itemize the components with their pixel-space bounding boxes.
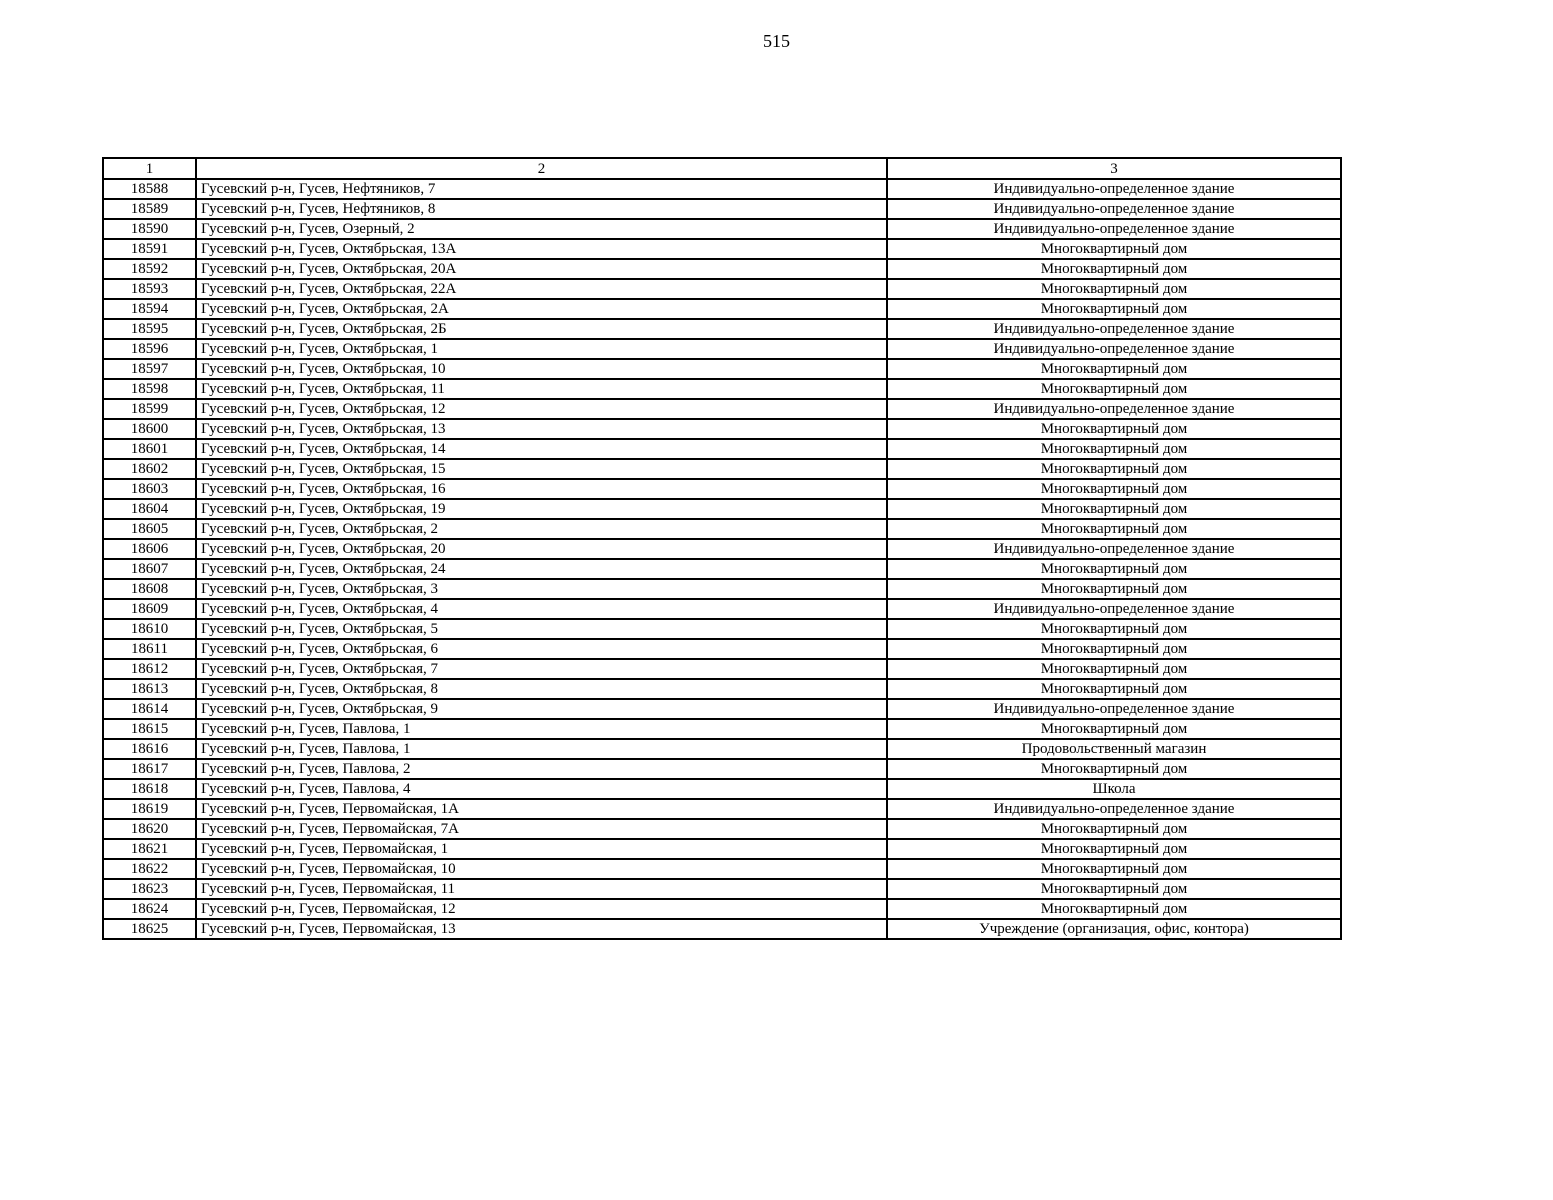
address-cell: Гусевский р-н, Гусев, Первомайская, 1А — [196, 799, 887, 819]
address-cell: Гусевский р-н, Гусев, Октябрьская, 19 — [196, 499, 887, 519]
building-type-cell: Многоквартирный дом — [887, 619, 1341, 639]
address-cell: Гусевский р-н, Гусев, Октябрьская, 2 — [196, 519, 887, 539]
column-header-1: 1 — [103, 158, 196, 179]
row-number-cell: 18589 — [103, 199, 196, 219]
building-type-cell: Многоквартирный дом — [887, 379, 1341, 399]
table-row — [103, 499, 1341, 519]
row-number-cell: 18611 — [103, 639, 196, 659]
table-row — [103, 919, 1341, 939]
address-cell: Гусевский р-н, Гусев, Октябрьская, 9 — [196, 699, 887, 719]
building-type-cell: Многоквартирный дом — [887, 499, 1341, 519]
table-row — [103, 699, 1341, 719]
table-row — [103, 739, 1341, 759]
table-row — [103, 779, 1341, 799]
row-number-cell: 18615 — [103, 719, 196, 739]
row-number-cell: 18601 — [103, 439, 196, 459]
row-number-cell: 18603 — [103, 479, 196, 499]
row-number-cell: 18619 — [103, 799, 196, 819]
table-row — [103, 539, 1341, 559]
building-type-cell: Индивидуально-определенное здание — [887, 199, 1341, 219]
building-type-cell: Многоквартирный дом — [887, 359, 1341, 379]
row-number-cell: 18599 — [103, 399, 196, 419]
address-cell: Гусевский р-н, Гусев, Павлова, 1 — [196, 719, 887, 739]
address-cell: Гусевский р-н, Гусев, Первомайская, 7А — [196, 819, 887, 839]
table-row — [103, 279, 1341, 299]
row-number-cell: 18594 — [103, 299, 196, 319]
address-cell: Гусевский р-н, Гусев, Октябрьская, 3 — [196, 579, 887, 599]
address-cell: Гусевский р-н, Гусев, Первомайская, 12 — [196, 899, 887, 919]
row-number-cell: 18597 — [103, 359, 196, 379]
row-number-cell: 18598 — [103, 379, 196, 399]
address-cell: Гусевский р-н, Гусев, Первомайская, 10 — [196, 859, 887, 879]
address-cell: Гусевский р-н, Гусев, Первомайская, 1 — [196, 839, 887, 859]
building-type-cell: Многоквартирный дом — [887, 879, 1341, 899]
building-type-cell: Индивидуально-определенное здание — [887, 179, 1341, 199]
building-type-cell: Многоквартирный дом — [887, 639, 1341, 659]
building-type-cell: Многоквартирный дом — [887, 899, 1341, 919]
table-row — [103, 679, 1341, 699]
table-row — [103, 359, 1341, 379]
building-type-cell: Многоквартирный дом — [887, 419, 1341, 439]
row-number-cell: 18614 — [103, 699, 196, 719]
row-number-cell: 18588 — [103, 179, 196, 199]
address-cell: Гусевский р-н, Гусев, Первомайская, 13 — [196, 919, 887, 939]
table-row — [103, 659, 1341, 679]
table-row — [103, 219, 1341, 239]
address-cell: Гусевский р-н, Гусев, Октябрьская, 2Б — [196, 319, 887, 339]
table-row — [103, 839, 1341, 859]
table-row — [103, 419, 1341, 439]
address-cell: Гусевский р-н, Гусев, Октябрьская, 24 — [196, 559, 887, 579]
building-type-cell: Многоквартирный дом — [887, 859, 1341, 879]
building-type-cell: Многоквартирный дом — [887, 819, 1341, 839]
row-number-cell: 18593 — [103, 279, 196, 299]
building-type-cell: Многоквартирный дом — [887, 839, 1341, 859]
address-cell: Гусевский р-н, Гусев, Октябрьская, 7 — [196, 659, 887, 679]
building-type-cell: Многоквартирный дом — [887, 299, 1341, 319]
address-cell: Гусевский р-н, Гусев, Октябрьская, 13А — [196, 239, 887, 259]
building-type-cell: Многоквартирный дом — [887, 579, 1341, 599]
building-type-cell: Многоквартирный дом — [887, 519, 1341, 539]
table-row — [103, 899, 1341, 919]
row-number-cell: 18605 — [103, 519, 196, 539]
row-number-cell: 18595 — [103, 319, 196, 339]
address-cell: Гусевский р-н, Гусев, Октябрьская, 12 — [196, 399, 887, 419]
row-number-cell: 18625 — [103, 919, 196, 939]
row-number-cell: 18622 — [103, 859, 196, 879]
address-cell: Гусевский р-н, Гусев, Октябрьская, 16 — [196, 479, 887, 499]
address-cell: Гусевский р-н, Гусев, Октябрьская, 4 — [196, 599, 887, 619]
building-type-cell: Продовольственный магазин — [887, 739, 1341, 759]
address-cell: Гусевский р-н, Гусев, Октябрьская, 20А — [196, 259, 887, 279]
building-type-cell: Индивидуально-определенное здание — [887, 339, 1341, 359]
building-type-cell: Многоквартирный дом — [887, 719, 1341, 739]
address-cell: Гусевский р-н, Гусев, Октябрьская, 1 — [196, 339, 887, 359]
table-body — [103, 179, 1341, 939]
building-type-cell: Индивидуально-определенное здание — [887, 319, 1341, 339]
address-cell: Гусевский р-н, Гусев, Озерный, 2 — [196, 219, 887, 239]
row-number-cell: 18610 — [103, 619, 196, 639]
table-row — [103, 879, 1341, 899]
row-number-cell: 18600 — [103, 419, 196, 439]
building-type-cell: Многоквартирный дом — [887, 459, 1341, 479]
table-row — [103, 259, 1341, 279]
row-number-cell: 18602 — [103, 459, 196, 479]
building-type-cell: Многоквартирный дом — [887, 559, 1341, 579]
building-type-cell: Многоквартирный дом — [887, 439, 1341, 459]
page-number: 515 — [763, 31, 790, 51]
table-row — [103, 579, 1341, 599]
table-row — [103, 519, 1341, 539]
building-type-cell: Индивидуально-определенное здание — [887, 799, 1341, 819]
address-cell: Гусевский р-н, Гусев, Павлова, 4 — [196, 779, 887, 799]
table-row — [103, 479, 1341, 499]
building-type-cell: Многоквартирный дом — [887, 679, 1341, 699]
table-row — [103, 339, 1341, 359]
address-cell: Гусевский р-н, Гусев, Октябрьская, 14 — [196, 439, 887, 459]
address-cell: Гусевский р-н, Гусев, Октябрьская, 10 — [196, 359, 887, 379]
table-row — [103, 799, 1341, 819]
row-number-cell: 18592 — [103, 259, 196, 279]
row-number-cell: 18606 — [103, 539, 196, 559]
table-row — [103, 199, 1341, 219]
building-type-cell: Многоквартирный дом — [887, 239, 1341, 259]
row-number-cell: 18607 — [103, 559, 196, 579]
table-row — [103, 599, 1341, 619]
table-row — [103, 439, 1341, 459]
row-number-cell: 18616 — [103, 739, 196, 759]
row-number-cell: 18624 — [103, 899, 196, 919]
address-cell: Гусевский р-н, Гусев, Павлова, 2 — [196, 759, 887, 779]
table-row — [103, 719, 1341, 739]
table-row — [103, 639, 1341, 659]
address-cell: Гусевский р-н, Гусев, Октябрьская, 20 — [196, 539, 887, 559]
address-cell: Гусевский р-н, Гусев, Первомайская, 11 — [196, 879, 887, 899]
table-row — [103, 179, 1341, 199]
building-type-cell: Индивидуально-определенное здание — [887, 599, 1341, 619]
row-number-cell: 18604 — [103, 499, 196, 519]
address-cell: Гусевский р-н, Гусев, Октябрьская, 13 — [196, 419, 887, 439]
address-cell: Гусевский р-н, Гусев, Нефтяников, 8 — [196, 199, 887, 219]
address-cell: Гусевский р-н, Гусев, Октябрьская, 2А — [196, 299, 887, 319]
address-cell: Гусевский р-н, Гусев, Октябрьская, 6 — [196, 639, 887, 659]
address-cell: Гусевский р-н, Гусев, Октябрьская, 15 — [196, 459, 887, 479]
building-type-cell: Многоквартирный дом — [887, 279, 1341, 299]
table-row — [103, 299, 1341, 319]
building-type-cell: Индивидуально-определенное здание — [887, 699, 1341, 719]
row-number-cell: 18618 — [103, 779, 196, 799]
table-row — [103, 319, 1341, 339]
row-number-cell: 18612 — [103, 659, 196, 679]
address-cell: Гусевский р-н, Гусев, Октябрьская, 5 — [196, 619, 887, 639]
building-type-cell: Многоквартирный дом — [887, 259, 1341, 279]
column-header-2: 2 — [196, 158, 887, 179]
row-number-cell: 18596 — [103, 339, 196, 359]
table-row — [103, 819, 1341, 839]
row-number-cell: 18623 — [103, 879, 196, 899]
building-type-cell: Школа — [887, 779, 1341, 799]
address-cell: Гусевский р-н, Гусев, Нефтяников, 7 — [196, 179, 887, 199]
row-number-cell: 18590 — [103, 219, 196, 239]
building-type-cell: Многоквартирный дом — [887, 479, 1341, 499]
building-type-cell: Индивидуально-определенное здание — [887, 219, 1341, 239]
building-type-cell: Многоквартирный дом — [887, 759, 1341, 779]
address-cell: Гусевский р-н, Гусев, Октябрьская, 11 — [196, 379, 887, 399]
table-row — [103, 379, 1341, 399]
row-number-cell: 18621 — [103, 839, 196, 859]
row-number-cell: 18620 — [103, 819, 196, 839]
row-number-cell: 18613 — [103, 679, 196, 699]
table-row — [103, 239, 1341, 259]
table-row — [103, 859, 1341, 879]
row-number-cell: 18617 — [103, 759, 196, 779]
registry-table — [102, 157, 1342, 940]
building-type-cell: Индивидуально-определенное здание — [887, 539, 1341, 559]
address-cell: Гусевский р-н, Гусев, Октябрьская, 22А — [196, 279, 887, 299]
building-type-cell: Учреждение (организация, офис, контора) — [887, 919, 1341, 939]
table-row — [103, 619, 1341, 639]
table-row — [103, 759, 1341, 779]
row-number-cell: 18609 — [103, 599, 196, 619]
table-row — [103, 399, 1341, 419]
address-cell: Гусевский р-н, Гусев, Октябрьская, 8 — [196, 679, 887, 699]
header-row — [103, 158, 1341, 179]
table-row — [103, 559, 1341, 579]
address-cell: Гусевский р-н, Гусев, Павлова, 1 — [196, 739, 887, 759]
column-header-3: 3 — [887, 158, 1341, 179]
building-type-cell: Индивидуально-определенное здание — [887, 399, 1341, 419]
row-number-cell: 18591 — [103, 239, 196, 259]
building-type-cell: Многоквартирный дом — [887, 659, 1341, 679]
row-number-cell: 18608 — [103, 579, 196, 599]
table-row — [103, 459, 1341, 479]
table-header — [103, 158, 1341, 179]
